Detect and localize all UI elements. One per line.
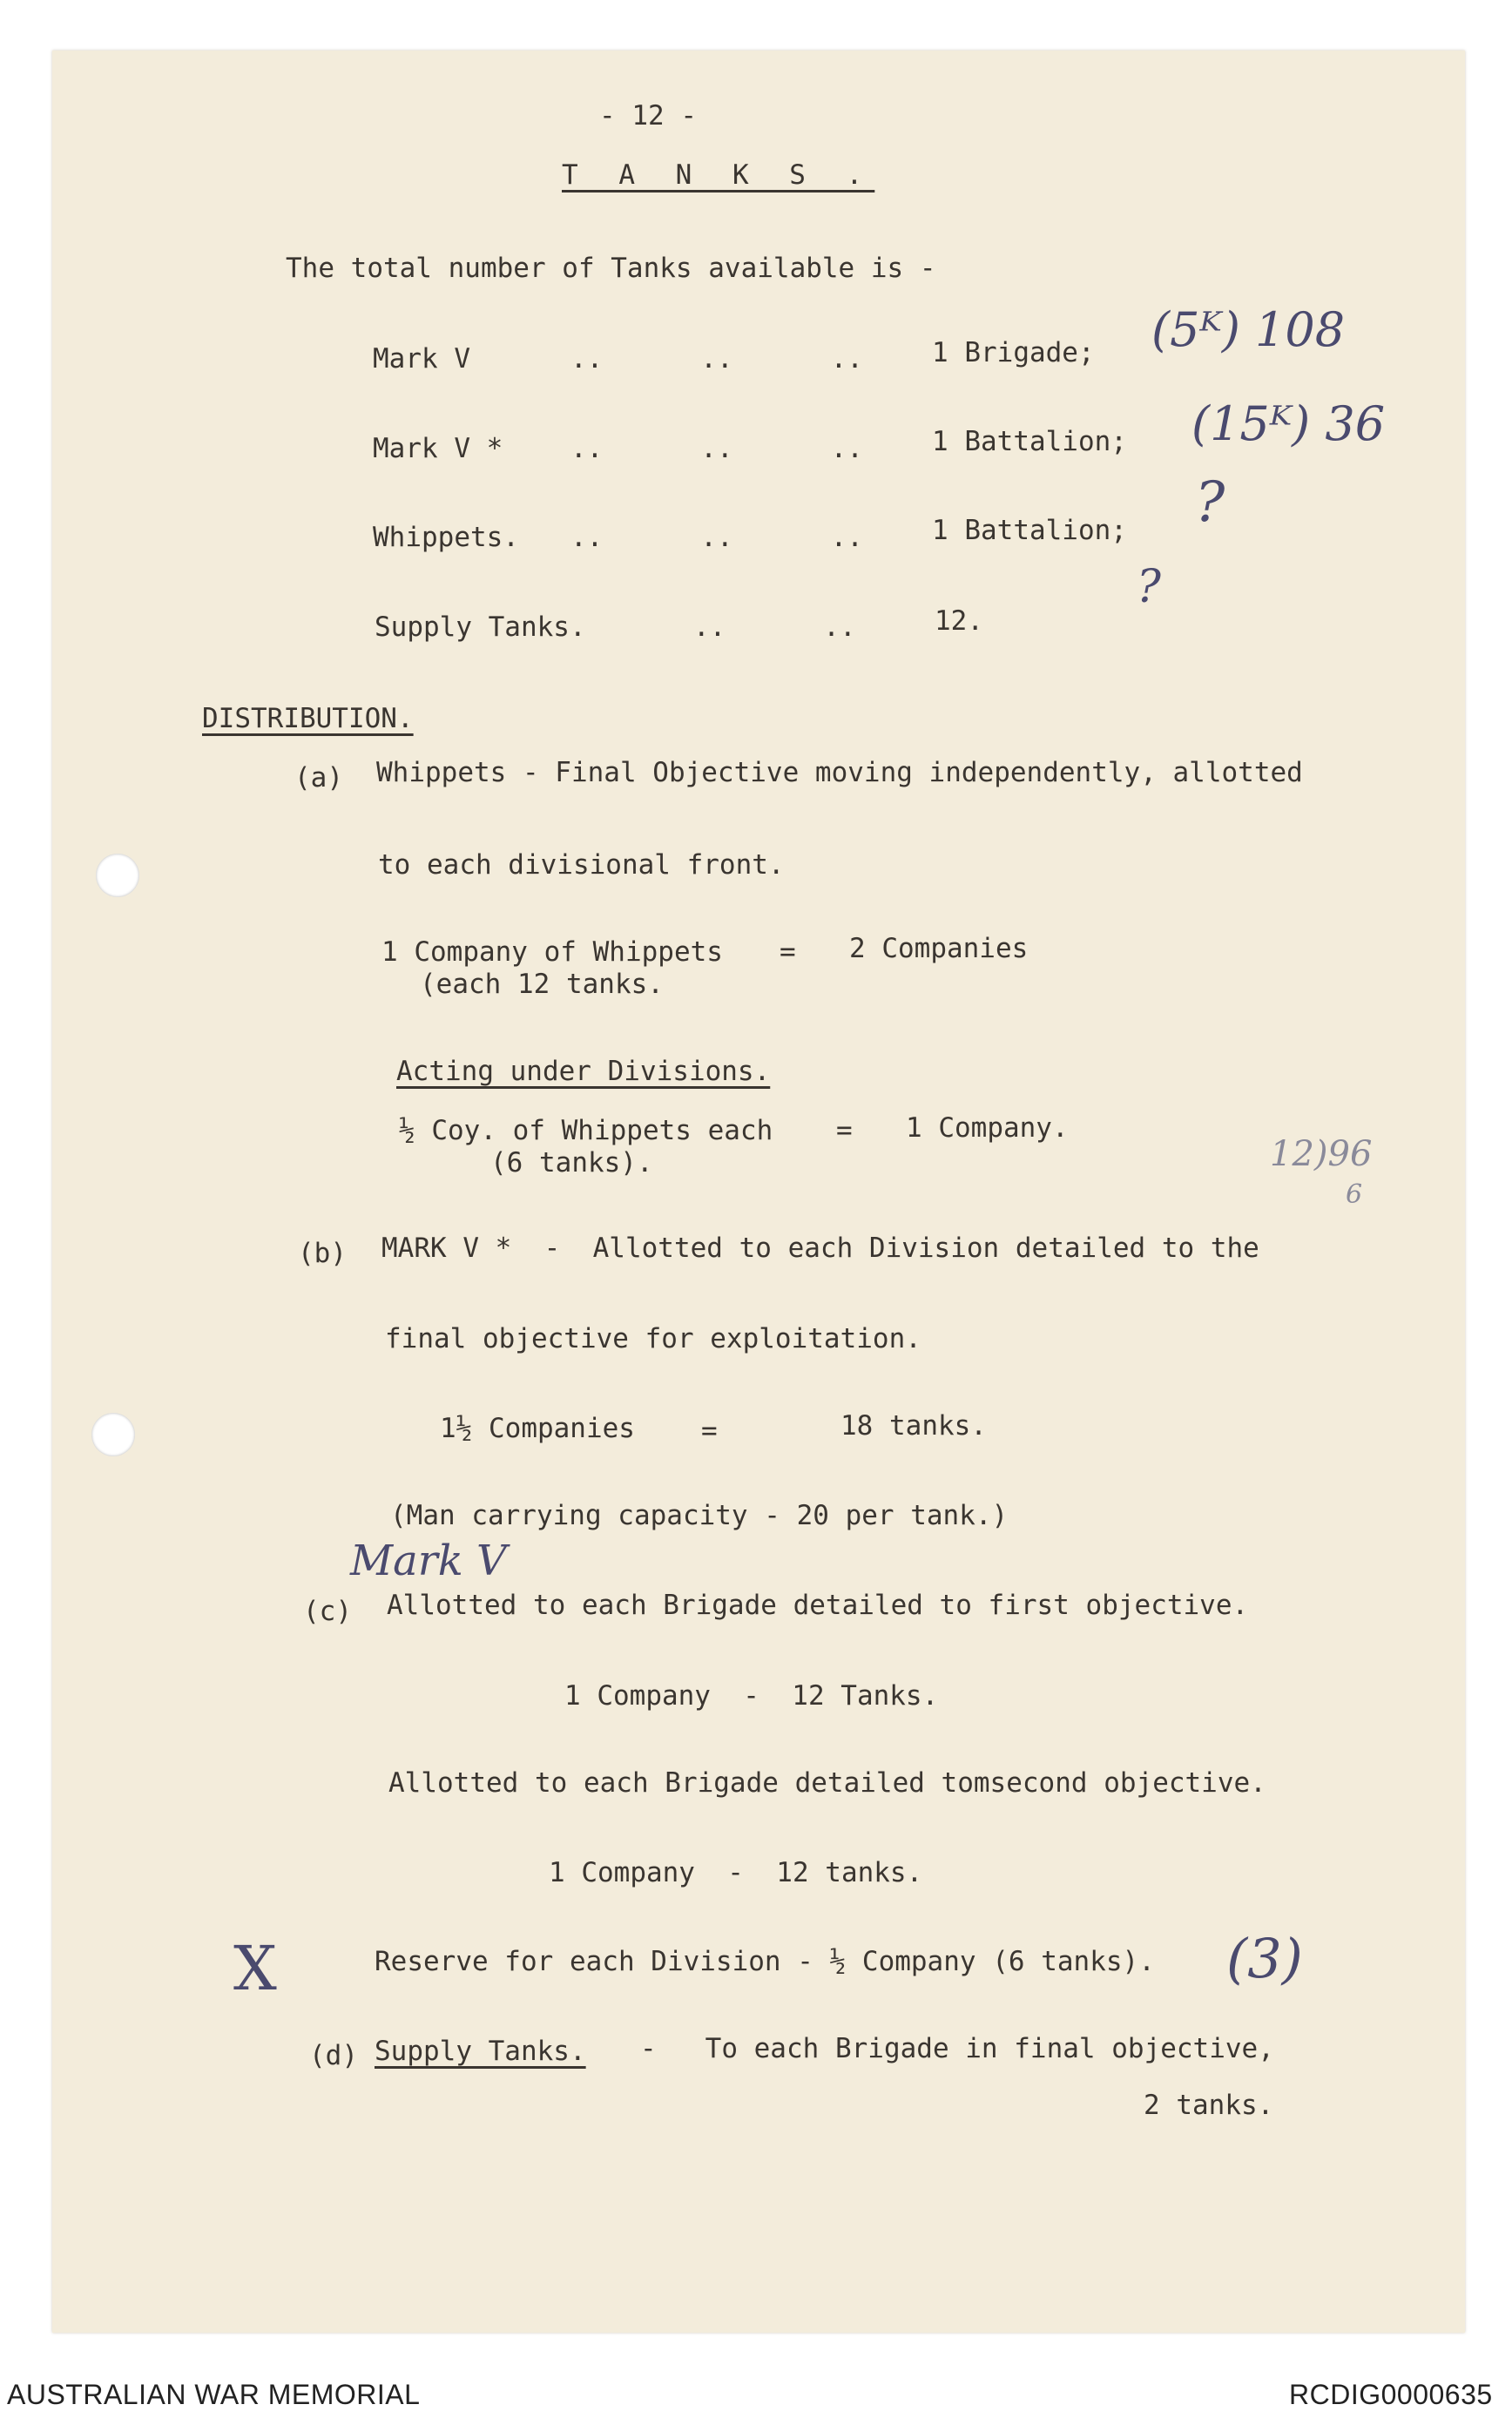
tank-type: Whippets. [373,522,519,553]
page-number: - 12 - [599,100,697,132]
sub-heading: Acting under Divisions. [396,1056,771,1087]
tank-type: Mark V * [373,433,503,464]
section-marker: (c) [303,1596,352,1627]
sub-right: 1 Company. [906,1112,1069,1144]
archive-id: RCDIG0000635 [1289,2379,1493,2410]
section-c-line2: 1 Company - 12 Tanks. [564,1680,939,1712]
section-marker: (d) [309,2040,358,2071]
section-d-text: - To each Brigade in final objective, [640,2033,1274,2064]
tank-type: Mark V [373,343,470,375]
section-a-line2: to each divisional front. [378,849,785,881]
equation-right: 2 Companies [849,933,1029,964]
sub-sign: = [836,1115,853,1146]
tank-quantity: 12. [935,605,983,637]
intro-text: The total number of Tanks available is - [286,253,936,284]
section-d-text2: 2 tanks. [1144,2090,1274,2121]
distribution-heading: DISTRIBUTION. [202,703,414,734]
section-c-line4: 1 Company - 12 tanks. [549,1857,923,1888]
handwritten-query: ? [1137,561,1161,613]
leader-dots: .. .. [693,611,856,643]
tank-quantity: 1 Brigade; [932,337,1095,368]
tank-type: Supply Tanks. [375,611,586,643]
tank-quantity: 1 Battalion; [932,426,1127,457]
archive-credit: AUSTRALIAN WAR MEMORIAL [7,2379,421,2410]
section-b-line1: MARK V * - Allotted to each Division detailed to the [381,1233,1259,1264]
handwritten-count: (15ᴷ) 36 [1191,396,1386,451]
equation-sign: = [780,936,796,968]
handwritten-margin-calc: 12)96 [1270,1134,1373,1174]
leader-dots: .. .. .. [570,522,863,553]
sub-note: (6 tanks). [490,1147,653,1179]
section-b-line2: final objective for exploitation. [385,1323,921,1354]
punch-hole [96,854,139,897]
section-marker: (a) [294,762,343,794]
equation-left: 1 Company of Whippets [381,936,723,968]
handwritten-margin-calc: 6 [1346,1179,1363,1210]
equation-left: 1½ Companies [440,1413,635,1444]
equation-sign: = [701,1415,718,1447]
section-c-line3: Allotted to each Brigade detailed tomsecond objective. [388,1767,1266,1799]
equation-note: (each 12 tanks. [420,969,664,1000]
leader-dots: .. .. .. [570,433,863,464]
handwritten-insert: Mark V [350,1537,507,1585]
punch-hole [91,1413,135,1456]
section-d-title: Supply Tanks. [375,2036,586,2067]
tank-quantity: 1 Battalion; [932,515,1127,546]
handwritten-count: (5ᴷ) 108 [1151,302,1346,357]
leader-dots: .. .. .. [570,343,863,375]
handwritten-query: ? [1195,470,1225,535]
section-marker: (b) [298,1238,347,1269]
sub-left: ½ Coy. of Whippets each [399,1115,773,1146]
section-b-note: (Man carrying capacity - 20 per tank.) [390,1500,1009,1531]
handwritten-correction: (3) [1226,1927,1303,1990]
section-a-line1: Whippets - Final Objective moving independently, allotted [376,757,1303,788]
handwritten-mark: X [233,1933,277,2004]
section-c-line1: Allotted to each Brigade detailed to first objective. [387,1590,1249,1621]
equation-right: 18 tanks. [840,1410,987,1442]
page-title: T A N K S . [562,159,875,191]
section-c-line5: Reserve for each Division - ½ Company (6 tanks). [375,1946,1155,1977]
